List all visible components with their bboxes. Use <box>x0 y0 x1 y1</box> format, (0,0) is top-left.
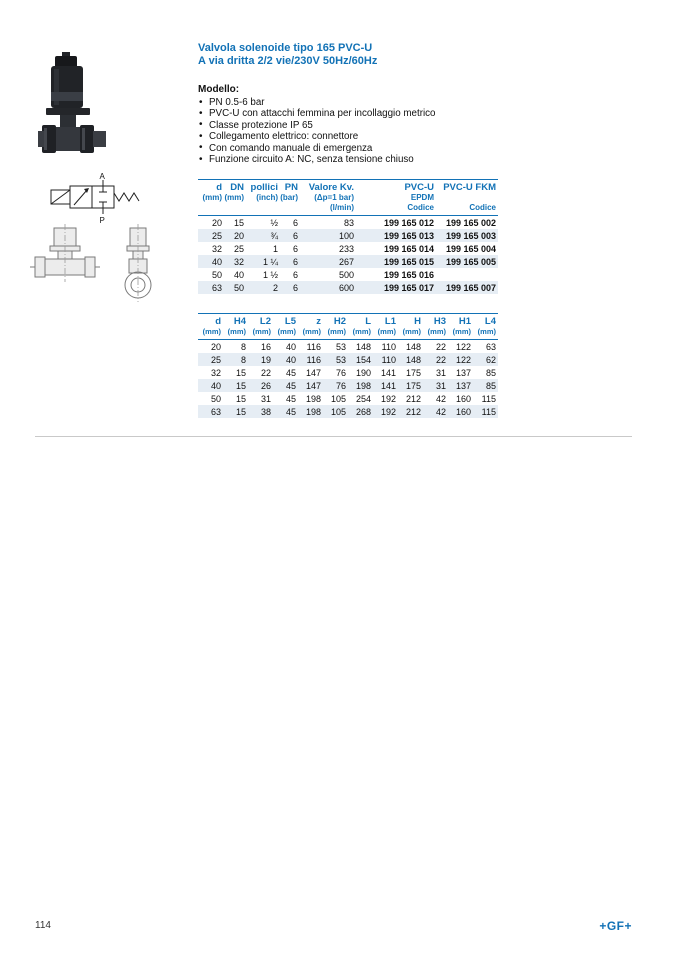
feature-item: • Classe protezione IP 65 <box>198 120 528 131</box>
spec-table-cell: 40 <box>211 256 222 267</box>
spec-table-cell: 2 <box>272 282 278 293</box>
dim-table-cell: 137 <box>455 367 471 378</box>
spec-table-cell: 6 <box>292 282 298 293</box>
spec-table-cell: 83 <box>343 217 354 228</box>
dim-table-header: H3 (mm) <box>427 316 446 336</box>
dim-table-cell: 53 <box>335 354 346 365</box>
dim-table-cell: 16 <box>260 341 271 352</box>
spec-table-cell: 199 165 014 <box>383 243 434 254</box>
spec-table-cell: 6 <box>292 217 298 228</box>
dim-table-cell: 85 <box>485 367 496 378</box>
spec-table-header: pollici (inch) <box>250 182 278 202</box>
feature-item: • Collegamento elettrico: connettore <box>198 131 528 142</box>
spec-table-cell: ½ <box>270 217 278 228</box>
dim-table-cell: 148 <box>355 341 371 352</box>
dim-table-cell: 116 <box>306 341 321 352</box>
dim-table-cell: 40 <box>285 341 296 352</box>
dim-table-cell: 105 <box>330 406 346 417</box>
svg-text:A: A <box>99 172 105 181</box>
dim-table-header: H (mm) <box>402 316 421 336</box>
dim-table-cell: 110 <box>381 354 396 365</box>
spec-table-row <box>198 268 498 281</box>
dim-table-cell: 22 <box>260 367 271 378</box>
spec-table-cell: 6 <box>292 269 298 280</box>
dim-table-cell: 22 <box>435 341 446 352</box>
dim-table-header: L5 (mm) <box>277 316 296 336</box>
spec-table-cell: 199 165 007 <box>445 282 496 293</box>
spec-table-cell: 25 <box>211 230 222 241</box>
dim-table-cell: 137 <box>455 380 471 391</box>
dim-table-cell: 198 <box>355 380 371 391</box>
spec-table-cell: ¾ <box>270 230 278 241</box>
dim-table-cell: 175 <box>405 367 421 378</box>
page-number: 114 <box>35 920 51 931</box>
spec-table-cell: 199 165 015 <box>383 256 434 267</box>
spec-table <box>198 179 498 294</box>
dim-table-cell: 154 <box>355 354 371 365</box>
dim-table-cell: 15 <box>235 406 246 417</box>
dim-table-cell: 198 <box>305 406 321 417</box>
spec-table-cell: 199 165 003 <box>445 230 496 241</box>
dim-table-cell: 45 <box>285 406 296 417</box>
spec-table-cell: 20 <box>233 230 244 241</box>
dim-table-cell: 22 <box>435 354 446 365</box>
dim-table-cell: 85 <box>485 380 496 391</box>
spec-table-row <box>198 281 498 294</box>
feature-item: • Con comando manuale di emergenza <box>198 143 528 154</box>
dim-table-cell: 15 <box>235 393 246 404</box>
spec-table-header: Valore Kv. (Δp=1 bar) (l/min) <box>308 182 354 212</box>
dim-table-row <box>198 366 498 379</box>
spec-table-cell: 199 165 013 <box>383 230 434 241</box>
dim-table-header: z (mm) <box>302 316 321 336</box>
spec-table-cell: 199 165 002 <box>445 217 496 228</box>
model-heading: Modello: <box>198 84 240 95</box>
dim-table-cell: 40 <box>285 354 296 365</box>
spec-table-cell: 199 165 017 <box>383 282 434 293</box>
dim-table-cell: 50 <box>210 393 221 404</box>
spec-table-cell: 199 165 004 <box>445 243 496 254</box>
dim-table-wrap <box>198 313 498 418</box>
dim-table-cell: 148 <box>405 341 421 352</box>
dim-table-cell: 20 <box>210 341 221 352</box>
dim-table-header: L4 (mm) <box>477 316 496 336</box>
title-block <box>198 42 377 68</box>
spec-table-row <box>198 255 498 268</box>
dim-table-cell: 31 <box>435 380 446 391</box>
spec-table-cell: 25 <box>233 243 244 254</box>
dim-table-cell: 141 <box>380 380 396 391</box>
dim-table-cell: 40 <box>210 380 221 391</box>
dim-table-body <box>198 340 498 419</box>
dim-table-cell: 110 <box>381 341 396 352</box>
dim-table-cell: 268 <box>355 406 371 417</box>
spec-table-cell: 6 <box>292 256 298 267</box>
dim-table-cell: 63 <box>210 406 221 417</box>
dim-table-cell: 45 <box>285 393 296 404</box>
product-title-line2: A via dritta 2/2 vie/230V 50Hz/60Hz <box>198 55 378 67</box>
feature-item: • PN 0.5-6 bar <box>198 97 528 108</box>
dim-table-cell: 15 <box>235 367 246 378</box>
spec-table-row <box>198 229 498 242</box>
spec-table-body <box>198 216 498 295</box>
spec-table-cell: 1 ½ <box>262 269 278 280</box>
solenoid-valve-photo-graphic <box>38 52 116 167</box>
spec-table-cell: 6 <box>292 230 298 241</box>
dim-table-cell: 148 <box>405 354 421 365</box>
dim-table-row <box>198 353 498 366</box>
feature-item: • Funzione circuito A: NC, senza tensione chiuso <box>198 154 528 165</box>
dim-table-cell: 26 <box>260 380 271 391</box>
dim-table-cell: 254 <box>355 393 371 404</box>
product-title-line1: Valvola solenoide tipo 165 PVC-U <box>198 42 373 54</box>
valve-schematic-icon <box>33 170 148 224</box>
dim-table-cell: 38 <box>260 406 271 417</box>
dim-table-cell: 53 <box>335 341 346 352</box>
spec-table-cell: 20 <box>211 217 222 228</box>
dim-table-cell: 141 <box>380 367 396 378</box>
spec-table-cell: 233 <box>338 243 354 254</box>
dim-table-cell: 105 <box>330 393 346 404</box>
dim-table-cell: 115 <box>481 393 496 404</box>
spec-table-cell: 50 <box>211 269 222 280</box>
dim-table-row <box>198 379 498 392</box>
spec-table-cell: 1 <box>272 243 278 254</box>
dim-table-cell: 147 <box>305 367 321 378</box>
dim-table-cell: 122 <box>455 354 471 365</box>
dim-table-cell: 192 <box>380 406 396 417</box>
dim-table-cell: 31 <box>435 367 446 378</box>
dim-table-cell: 8 <box>240 341 246 352</box>
spec-table-cell <box>436 268 498 281</box>
spec-table-cell: 199 165 005 <box>445 256 496 267</box>
brand-logo: +GF+ <box>599 919 632 933</box>
dim-table-cell: 198 <box>305 393 321 404</box>
dim-table-cell: 160 <box>455 406 471 417</box>
dim-table-header-row <box>198 314 498 340</box>
dim-table-cell: 15 <box>235 380 246 391</box>
dim-table-cell: 116 <box>306 354 321 365</box>
dim-table-cell: 42 <box>435 406 446 417</box>
spec-table-header: DN (mm) <box>224 182 244 202</box>
dim-table-cell: 45 <box>285 367 296 378</box>
dim-table-cell: 212 <box>405 393 421 404</box>
spec-table-cell: 6 <box>292 243 298 254</box>
dim-table-header: L (mm) <box>352 316 371 336</box>
product-photo <box>38 52 116 167</box>
dim-table-cell: 25 <box>210 354 221 365</box>
dim-table <box>198 313 498 418</box>
dim-table-cell: 32 <box>210 367 221 378</box>
dim-table-cell: 63 <box>485 341 496 352</box>
spec-table-header: PVC-U FKM Codice <box>443 182 496 212</box>
spec-table-header: PVC-U EPDM Codice <box>404 182 434 212</box>
dim-table-cell: 147 <box>305 380 321 391</box>
spec-table-cell: 50 <box>233 282 244 293</box>
dim-table-cell: 122 <box>455 341 471 352</box>
dim-table-cell: 31 <box>260 393 271 404</box>
dim-table-row <box>198 392 498 405</box>
spec-table-header-row <box>198 180 498 216</box>
dim-table-cell: 160 <box>455 393 471 404</box>
svg-text:P: P <box>99 216 105 224</box>
dim-table-cell: 42 <box>435 393 446 404</box>
dim-table-cell: 175 <box>405 380 421 391</box>
dim-table-header: L2 (mm) <box>252 316 271 336</box>
spec-table-row <box>198 216 498 230</box>
spec-table-cell: 15 <box>233 217 244 228</box>
dim-table-header: H1 (mm) <box>452 316 471 336</box>
dim-table-cell: 76 <box>335 380 346 391</box>
dim-table-header: H4 (mm) <box>227 316 246 336</box>
dimension-drawing <box>30 224 170 304</box>
dim-table-cell: 76 <box>335 367 346 378</box>
valve-dimension-views-graphic <box>30 224 170 304</box>
dim-table-cell: 19 <box>260 354 271 365</box>
spec-table-cell: 32 <box>211 243 222 254</box>
spec-table-header: PN (bar) <box>280 182 298 202</box>
dim-table-cell: 115 <box>481 406 496 417</box>
spec-table-cell: 100 <box>338 230 354 241</box>
spec-table-cell: 32 <box>233 256 244 267</box>
feature-list <box>198 97 528 165</box>
dim-table-cell: 62 <box>485 354 496 365</box>
dim-table-row <box>198 340 498 354</box>
dim-table-header: L1 (mm) <box>377 316 396 336</box>
feature-item: • PVC-U con attacchi femmina per incollaggio metrico <box>198 108 528 119</box>
spec-table-cell: 267 <box>338 256 354 267</box>
dim-table-cell: 192 <box>380 393 396 404</box>
spec-table-cell: 63 <box>211 282 222 293</box>
dim-table-header: d (mm) <box>202 316 221 336</box>
spec-table-cell: 600 <box>338 282 354 293</box>
spec-table-cell: 199 165 012 <box>383 217 434 228</box>
spec-table-cell: 1 ¼ <box>262 256 278 267</box>
section-divider <box>35 436 632 437</box>
dim-table-cell: 8 <box>240 354 246 365</box>
dim-table-row <box>198 405 498 418</box>
spec-table-wrap <box>198 179 498 294</box>
dim-table-cell: 45 <box>285 380 296 391</box>
spec-table-row <box>198 242 498 255</box>
spec-table-header: d (mm) <box>202 182 222 202</box>
spec-table-cell: 500 <box>338 269 354 280</box>
spec-table-cell: 199 165 016 <box>383 269 434 280</box>
circuit-symbol-drawing <box>33 170 148 224</box>
spec-table-cell: 40 <box>233 269 244 280</box>
dim-table-cell: 190 <box>355 367 371 378</box>
dim-table-header: H2 (mm) <box>327 316 346 336</box>
dim-table-cell: 212 <box>405 406 421 417</box>
